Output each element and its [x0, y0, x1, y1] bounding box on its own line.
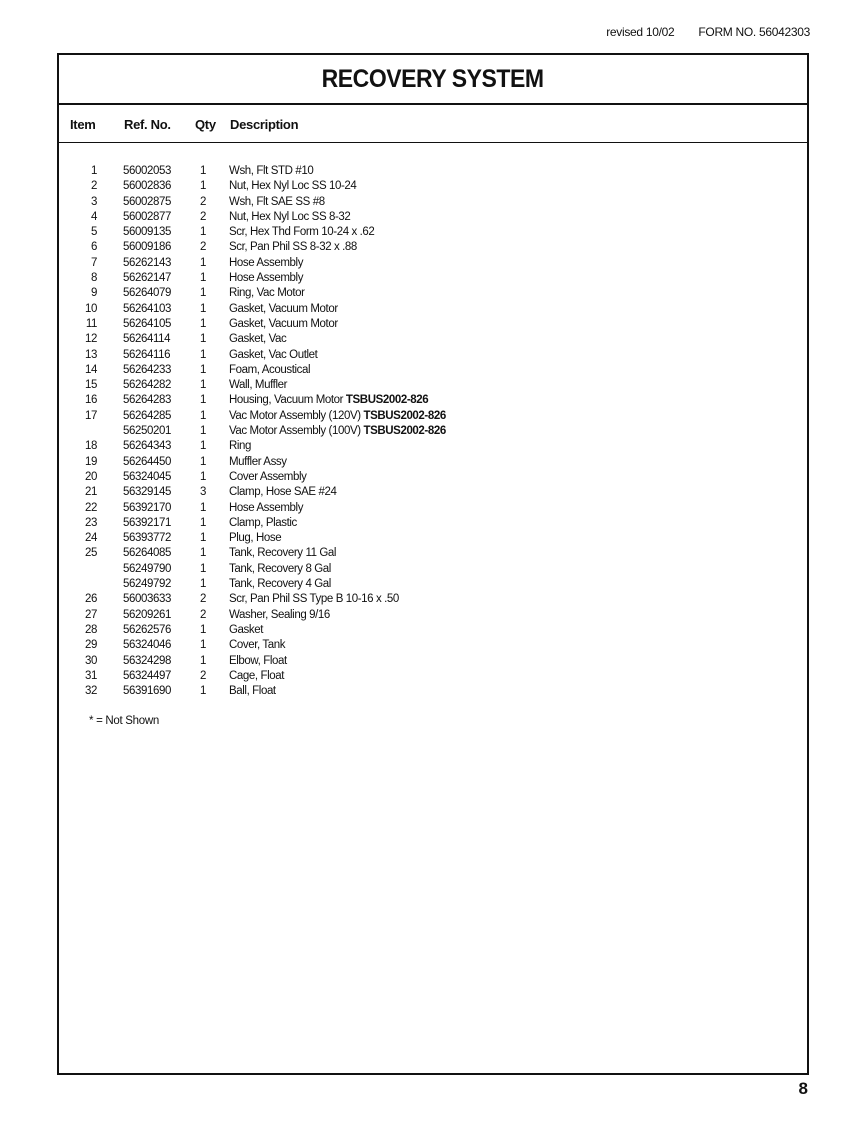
item-number: 4 [91, 210, 97, 223]
table-row [59, 257, 807, 272]
description-cell [229, 624, 263, 636]
item-number: 21 [85, 486, 97, 499]
item-number: 16 [85, 394, 97, 407]
quantity: 1 [200, 379, 206, 392]
item-number: 14 [85, 363, 97, 376]
ref-number: 56392170 [123, 501, 171, 514]
table-row [59, 241, 807, 256]
ref-number: 56264343 [123, 440, 171, 453]
table-row [59, 502, 807, 517]
ref-number: 56391690 [123, 685, 171, 698]
description-cell [229, 547, 336, 559]
quantity: 1 [200, 532, 206, 545]
description: Gasket, Vac [229, 333, 287, 346]
table-row [59, 180, 807, 195]
description-cell [229, 272, 303, 284]
table-row [59, 609, 807, 624]
description-cell [229, 593, 399, 605]
description-cell [229, 410, 446, 422]
ref-number: 56264450 [123, 455, 171, 468]
description: Wall, Muffler [229, 379, 288, 392]
title-bar [59, 55, 807, 105]
table-row [59, 685, 807, 700]
item-number: 7 [91, 256, 97, 269]
ref-number: 56393772 [123, 532, 171, 545]
quantity: 1 [200, 639, 206, 652]
item-number: 23 [85, 516, 97, 529]
parts-list-frame [57, 53, 809, 1075]
quantity: 1 [200, 578, 206, 591]
table-row [59, 272, 807, 287]
table-row [59, 456, 807, 471]
item-number: 1 [91, 165, 97, 177]
ref-number: 56249792 [123, 578, 171, 591]
item-number: 17 [85, 409, 97, 422]
item-number: 28 [85, 623, 97, 636]
description-cell [229, 241, 357, 253]
ref-number: 56002877 [123, 210, 171, 223]
table-row [59, 670, 807, 685]
ref-number: 56003633 [123, 593, 171, 606]
item-number: 6 [91, 241, 97, 254]
item-number: 26 [85, 593, 97, 606]
table-row [59, 578, 807, 593]
item-number: 2 [91, 180, 97, 193]
description-cell [229, 425, 446, 437]
table-row [59, 624, 807, 639]
description: Gasket, Vac Outlet [229, 348, 318, 361]
description: Ball, Float [229, 685, 276, 698]
description-cell [229, 685, 276, 697]
table-row [59, 287, 807, 302]
quantity: 1 [200, 409, 206, 422]
description: Muffler Assy [229, 455, 287, 468]
description: Hose Assembly [229, 501, 304, 514]
quantity: 1 [200, 317, 206, 330]
description-cell [229, 609, 330, 621]
description-cell [229, 532, 281, 544]
table-row [59, 165, 807, 180]
description: Scr, Hex Thd Form 10-24 x .62 [229, 226, 375, 239]
description: Clamp, Plastic [229, 516, 297, 529]
quantity: 2 [200, 669, 206, 682]
table-row [59, 593, 807, 608]
quantity: 1 [200, 394, 206, 407]
description-cell [229, 165, 313, 177]
item-number: 31 [85, 669, 97, 682]
description-cell [229, 563, 331, 575]
description: Scr, Pan Phil SS Type B 10-16 x .50 [229, 593, 399, 606]
description: Ring [229, 440, 252, 453]
table-row [59, 486, 807, 501]
item-number: 5 [91, 226, 97, 239]
item-number: 3 [91, 195, 97, 208]
ref-number: 56264085 [123, 547, 171, 560]
description-cell [229, 670, 284, 682]
ref-number: 56264282 [123, 379, 171, 392]
description: Wsh, Flt STD #10 [229, 165, 314, 177]
quantity: 1 [200, 425, 206, 438]
table-row [59, 394, 807, 409]
description: Tank, Recovery 4 Gal [229, 578, 331, 591]
quantity: 1 [200, 287, 206, 300]
quantity: 2 [200, 210, 206, 223]
ref-number: 56262576 [123, 623, 171, 636]
ref-number: 56009135 [123, 226, 171, 239]
description: Foam, Acoustical [229, 363, 311, 376]
quantity: 1 [200, 256, 206, 269]
item-number: 13 [85, 348, 97, 361]
ref-number: 56264103 [123, 302, 171, 315]
table-row [59, 226, 807, 241]
quantity: 1 [200, 272, 206, 285]
description: Vac Motor Assembly (120V) [229, 409, 364, 422]
item-number: 25 [85, 547, 97, 560]
ref-number: 56324045 [123, 470, 171, 483]
table-row [59, 563, 807, 578]
description-cell [229, 639, 285, 651]
table-row [59, 440, 807, 455]
ref-number: 56324298 [123, 654, 171, 667]
description-cell [229, 257, 303, 269]
description-cell [229, 303, 338, 315]
item-number: 9 [91, 287, 97, 300]
quantity: 1 [200, 547, 206, 560]
description-cell [229, 471, 306, 483]
quantity: 2 [200, 593, 206, 606]
ref-number: 56264114 [123, 333, 171, 346]
description-cell [229, 502, 303, 514]
description-cell [229, 578, 331, 590]
ref-number: 56250201 [123, 425, 171, 438]
quantity: 1 [200, 501, 206, 514]
service-bulletin-code: TSBUS2002-826 [363, 409, 446, 422]
document-meta [606, 25, 810, 39]
description: Plug, Hose [229, 532, 282, 545]
table-row [59, 303, 807, 318]
description: Tank, Recovery 8 Gal [229, 562, 331, 575]
description: Cover, Tank [229, 639, 286, 652]
quantity: 1 [200, 440, 206, 453]
table-row [59, 471, 807, 486]
quantity: 1 [200, 165, 206, 177]
description: Housing, Vacuum Motor [229, 394, 346, 407]
description-cell [229, 517, 297, 529]
item-number: 29 [85, 639, 97, 652]
description: Vac Motor Assembly (100V) [229, 425, 364, 438]
table-row [59, 364, 807, 379]
description: Hose Assembly [229, 256, 304, 269]
quantity: 1 [200, 685, 206, 698]
item-number: 20 [85, 470, 97, 483]
table-row [59, 410, 807, 425]
ref-number: 56264116 [123, 348, 171, 361]
parts-table-body [59, 165, 807, 700]
description: Gasket, Vacuum Motor [229, 317, 338, 330]
quantity: 1 [200, 333, 206, 346]
ref-number: 56264233 [123, 363, 171, 376]
description: Gasket, Vacuum Motor [229, 302, 338, 315]
table-row [59, 547, 807, 562]
item-number: 18 [85, 440, 97, 453]
service-bulletin-code: TSBUS2002-826 [345, 394, 429, 407]
description-cell [229, 349, 317, 361]
description-cell [229, 211, 350, 223]
quantity: 1 [200, 654, 206, 667]
ref-number: 56249790 [123, 562, 171, 575]
quantity: 1 [200, 470, 206, 483]
item-number: 12 [85, 333, 97, 346]
description: Tank, Recovery 11 Gal [229, 547, 337, 560]
item-number: 22 [85, 501, 97, 514]
description: Cage, Float [229, 669, 285, 682]
description: Wsh, Flt SAE SS #8 [229, 195, 325, 208]
ref-number: 56002053 [123, 165, 171, 177]
table-row [59, 517, 807, 532]
form-number: FORM NO. 56042303 [698, 25, 810, 39]
table-row [59, 211, 807, 226]
column-header-item: Item [70, 117, 96, 132]
description-cell [229, 287, 305, 299]
revised-date: revised 10/02 [606, 25, 675, 39]
table-row [59, 655, 807, 670]
table-header [59, 105, 807, 143]
item-number: 15 [85, 379, 97, 392]
item-number: 32 [85, 685, 97, 698]
quantity: 1 [200, 455, 206, 468]
item-number: 10 [85, 302, 97, 315]
table-row [59, 532, 807, 547]
ref-number: 56009186 [123, 241, 171, 254]
ref-number: 56262143 [123, 256, 171, 269]
description-cell [229, 394, 428, 406]
ref-number: 56264285 [123, 409, 171, 422]
item-number: 19 [85, 455, 97, 468]
table-row [59, 196, 807, 211]
quantity: 3 [200, 486, 206, 499]
description-cell [229, 364, 310, 376]
quantity: 1 [200, 180, 206, 193]
description: Scr, Pan Phil SS 8-32 x .88 [229, 241, 357, 254]
table-row [59, 333, 807, 348]
quantity: 1 [200, 363, 206, 376]
table-row [59, 639, 807, 654]
ref-number: 56209261 [123, 608, 171, 621]
item-number: 27 [85, 608, 97, 621]
ref-number: 56262147 [123, 272, 171, 285]
quantity: 2 [200, 241, 206, 254]
quantity: 1 [200, 516, 206, 529]
quantity: 1 [200, 226, 206, 239]
quantity: 2 [200, 608, 206, 621]
service-bulletin-code: TSBUS2002-826 [363, 425, 446, 438]
description-cell [229, 226, 374, 238]
page-number: 8 [798, 1079, 808, 1098]
description: Washer, Sealing 9/16 [229, 608, 330, 621]
description: Ring, Vac Motor [229, 287, 305, 300]
ref-number: 56324046 [123, 639, 171, 652]
ref-number: 56002875 [123, 195, 171, 208]
description-cell [229, 333, 286, 345]
description-cell [229, 180, 356, 192]
description-cell [229, 440, 251, 452]
description-cell [229, 196, 325, 208]
description: Clamp, Hose SAE #24 [229, 486, 337, 499]
description: Hose Assembly [229, 272, 304, 285]
description: Gasket [229, 623, 264, 636]
description-cell [229, 486, 336, 498]
column-header-qty: Qty [195, 117, 216, 132]
table-row [59, 379, 807, 394]
quantity: 1 [200, 302, 206, 315]
ref-number: 56264105 [123, 317, 171, 330]
description-cell [229, 456, 287, 468]
description: Nut, Hex Nyl Loc SS 10-24 [229, 180, 357, 193]
column-header-description: Description [230, 117, 299, 132]
quantity: 2 [200, 195, 206, 208]
footnote: * = Not Shown [89, 715, 159, 727]
description: Cover Assembly [229, 470, 307, 483]
page-title: RECOVERY SYSTEM [322, 64, 544, 93]
table-row [59, 349, 807, 364]
item-number: 24 [85, 532, 97, 545]
quantity: 1 [200, 348, 206, 361]
ref-number: 56329145 [123, 486, 171, 499]
description: Nut, Hex Nyl Loc SS 8-32 [229, 210, 351, 223]
quantity: 1 [200, 623, 206, 636]
ref-number: 56264079 [123, 287, 171, 300]
table-row [59, 425, 807, 440]
item-number: 30 [85, 654, 97, 667]
description-cell [229, 318, 338, 330]
ref-number: 56392171 [123, 516, 171, 529]
table-row [59, 318, 807, 333]
ref-number: 56002836 [123, 180, 171, 193]
column-header-ref: Ref. No. [124, 117, 171, 132]
description-cell [229, 379, 287, 391]
item-number: 8 [91, 272, 97, 285]
ref-number: 56324497 [123, 669, 171, 682]
description-cell [229, 655, 287, 667]
description: Elbow, Float [229, 654, 287, 667]
quantity: 1 [200, 562, 206, 575]
item-number: 11 [85, 317, 97, 330]
ref-number: 56264283 [123, 394, 171, 407]
